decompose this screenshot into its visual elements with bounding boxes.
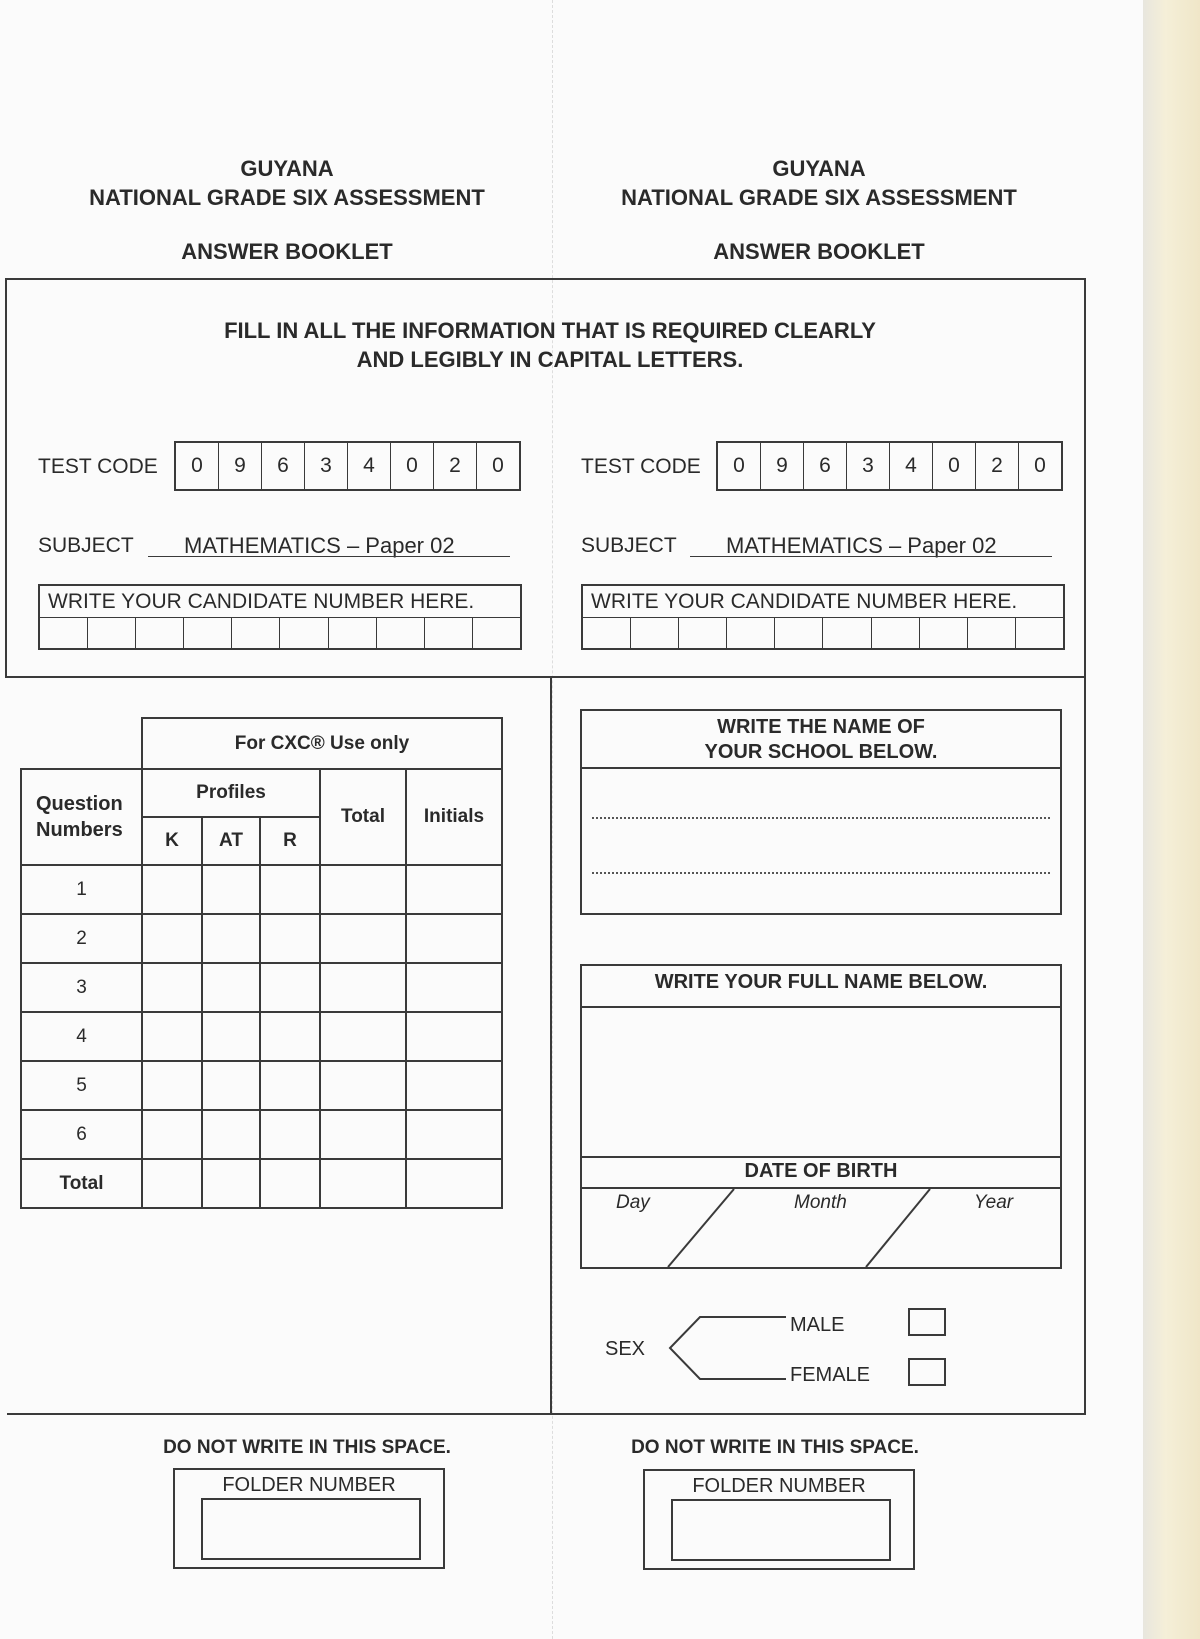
test-code-digit: 0	[933, 443, 976, 489]
folder-number-field	[201, 1498, 421, 1560]
question-number: 5	[21, 1061, 142, 1110]
candidate-number-label: WRITE YOUR CANDIDATE NUMBER HERE.	[583, 586, 1063, 618]
school-name-line[interactable]	[592, 817, 1050, 819]
school-name-box	[580, 709, 1062, 915]
table-row	[21, 865, 502, 914]
total-row-label: Total	[21, 1159, 142, 1208]
table-row	[21, 1012, 502, 1061]
full-name-field[interactable]	[582, 1008, 1060, 1148]
test-code-digit: 0	[391, 443, 434, 489]
male-checkbox[interactable]	[908, 1308, 946, 1336]
sex-label: SEX	[605, 1338, 646, 1360]
test-code-digit: 9	[219, 443, 262, 489]
dob-label: DATE OF BIRTH	[744, 1160, 898, 1182]
subject-underline	[148, 556, 510, 557]
test-code-digit: 4	[890, 443, 933, 489]
sex-female-label: FEMALE	[790, 1364, 871, 1386]
header-left-country: GUYANA	[240, 156, 334, 181]
dob-field[interactable]	[582, 1190, 1060, 1266]
dob-month-label: Month	[794, 1192, 847, 1213]
cxc-use-only-caption: For CXC® Use only	[142, 718, 502, 769]
header-right	[582, 154, 1056, 266]
subject-underline	[690, 556, 1052, 557]
table-row	[21, 914, 502, 963]
dob-day-label: Day	[616, 1192, 650, 1213]
table-row	[21, 963, 502, 1012]
instruction	[150, 316, 950, 374]
dob-year-label: Year	[974, 1192, 1014, 1213]
header-left-subtitle: ANSWER BOOKLET	[181, 239, 393, 264]
frame-top	[5, 278, 1086, 280]
candidate-number-cells[interactable]	[583, 618, 1063, 648]
test-code-digit: 3	[847, 443, 890, 489]
subject-value: MATHEMATICS – Paper 02	[726, 533, 997, 558]
frame-bottom	[7, 1413, 1086, 1415]
test-code-digit: 3	[305, 443, 348, 489]
fold-line	[552, 0, 553, 1639]
header-left-title: NATIONAL GRADE SIX ASSESSMENT	[89, 185, 485, 210]
test-code-digit: 9	[761, 443, 804, 489]
profile-k-header: K	[142, 817, 202, 865]
test-code-digit: 0	[176, 443, 219, 489]
header-left	[50, 154, 524, 266]
sex-male-label: MALE	[790, 1314, 845, 1336]
footer-note-left: DO NOT WRITE IN THIS SPACE.	[163, 1437, 451, 1458]
school-name-label	[582, 715, 1060, 765]
female-checkbox[interactable]	[908, 1358, 946, 1386]
test-code-label: TEST CODE	[38, 455, 158, 478]
table-row	[21, 1061, 502, 1110]
candidate-number-cells[interactable]	[40, 618, 520, 648]
initials-header: Initials	[406, 769, 502, 865]
header-right-country: GUYANA	[772, 156, 866, 181]
footer-note-right: DO NOT WRITE IN THIS SPACE.	[631, 1437, 919, 1458]
instruction-line-1: FILL IN ALL THE INFORMATION THAT IS REQUIRED CLEARLY	[224, 318, 876, 343]
test-code-digit: 6	[804, 443, 847, 489]
question-numbers-header: Question Numbers	[21, 769, 142, 865]
folder-number-label: FOLDER NUMBER	[692, 1475, 866, 1497]
frame-left	[5, 278, 7, 676]
test-code-digit: 6	[262, 443, 305, 489]
dob-divider-top	[582, 1156, 1060, 1158]
paper-edge	[1143, 0, 1200, 1639]
profiles-header: Profiles	[142, 769, 320, 817]
school-name-line[interactable]	[592, 872, 1050, 874]
total-header: Total	[320, 769, 406, 865]
sex-bracket	[668, 1312, 788, 1382]
question-number: 4	[21, 1012, 142, 1061]
test-code-digit: 0	[718, 443, 761, 489]
test-code-digit: 4	[348, 443, 391, 489]
header-right-title: NATIONAL GRADE SIX ASSESSMENT	[621, 185, 1017, 210]
frame-right	[1084, 278, 1086, 1414]
subject-label: SUBJECT	[581, 534, 677, 557]
full-name-label: WRITE YOUR FULL NAME BELOW.	[654, 971, 988, 993]
candidate-number-field[interactable]	[38, 584, 522, 650]
question-number: 2	[21, 914, 142, 963]
folder-number-field	[671, 1499, 891, 1561]
frame-divider	[5, 676, 1086, 678]
header-right-subtitle: ANSWER BOOKLET	[713, 239, 925, 264]
school-name-label-line-1: WRITE THE NAME OF	[717, 716, 925, 738]
table-row	[21, 1110, 502, 1159]
test-code-digit: 2	[434, 443, 477, 489]
test-code-box	[716, 441, 1063, 491]
full-name-dob-box	[580, 964, 1062, 1269]
folder-number-label: FOLDER NUMBER	[222, 1474, 396, 1496]
frame-center	[550, 676, 552, 1414]
folder-number-box-right	[643, 1469, 915, 1570]
candidate-number-field[interactable]	[581, 584, 1065, 650]
school-name-label-line-2: YOUR SCHOOL BELOW.	[704, 741, 938, 763]
test-code-box	[174, 441, 521, 491]
question-number: 3	[21, 963, 142, 1012]
cxc-score-table	[20, 717, 503, 1209]
question-number: 1	[21, 865, 142, 914]
instruction-line-2: AND LEGIBLY IN CAPITAL LETTERS.	[356, 347, 744, 372]
profile-r-header: R	[260, 817, 320, 865]
candidate-number-label: WRITE YOUR CANDIDATE NUMBER HERE.	[40, 586, 520, 618]
test-code-label: TEST CODE	[581, 455, 701, 478]
test-code-digit: 0	[492, 454, 504, 477]
test-code-digit: 2	[976, 443, 1019, 489]
test-code-digit: 0	[1034, 454, 1046, 477]
profile-at-header: AT	[202, 817, 260, 865]
subject-label: SUBJECT	[38, 534, 134, 557]
school-name-divider	[582, 767, 1060, 769]
subject-value: MATHEMATICS – Paper 02	[184, 533, 455, 558]
folder-number-box-left	[173, 1468, 445, 1569]
total-row	[21, 1159, 502, 1208]
question-number: 6	[21, 1110, 142, 1159]
